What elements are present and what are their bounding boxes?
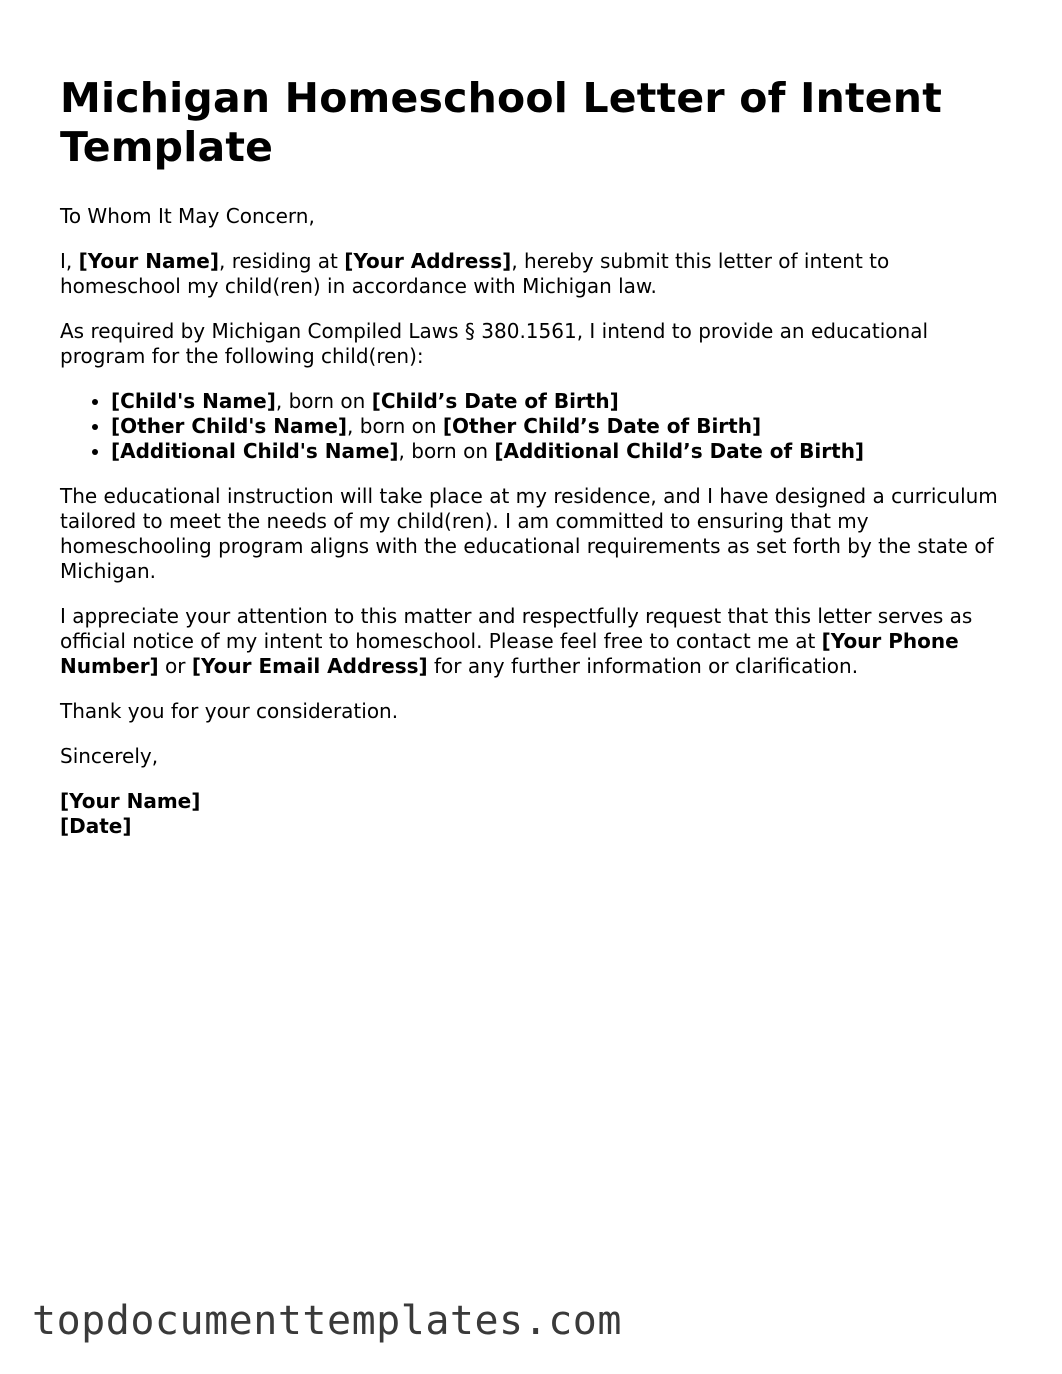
letter-document	[60, 74, 1010, 839]
placeholder-phone: [Your Phone Number]	[60, 629, 959, 678]
list-item	[111, 414, 1010, 439]
instruction-paragraph: The educational instruction will take place at my residence, and I have designed a curriculum tailored to meet the needs of my child(ren). I am committed to ensuring that my homeschooling program aligns with the educational requirements as set forth by the state of Michigan.	[60, 484, 998, 583]
list-item	[111, 389, 1010, 414]
children-list	[60, 389, 1010, 464]
contact-text-2: or	[158, 654, 192, 678]
child-dob: [Other Child’s Date of Birth]	[442, 414, 762, 438]
list-item	[111, 439, 1010, 464]
born-text: , born on	[275, 389, 372, 413]
intro-paragraph	[60, 249, 1010, 299]
thanks-line: Thank you for your consideration.	[60, 699, 399, 723]
signature-name: [Your Name]	[60, 789, 201, 813]
signature-date: [Date]	[60, 814, 132, 838]
born-text: , born on	[398, 439, 495, 463]
child-dob: [Additional Child’s Date of Birth]	[494, 439, 865, 463]
intro-text-3: , hereby submit this letter of intent to homeschool my child(ren) in accordance with Michigan law.	[60, 249, 890, 298]
greeting: To Whom It May Concern,	[60, 204, 315, 228]
placeholder-your-address: [Your Address]	[344, 249, 512, 273]
child-name: [Child's Name]	[111, 389, 276, 413]
placeholder-email: [Your Email Address]	[191, 654, 428, 678]
requirement-paragraph: As required by Michigan Compiled Laws § 380.1561, I intend to provide an educational program for the following child(ren):	[60, 319, 929, 368]
intro-text-2: , residing at	[219, 249, 345, 273]
child-name: [Additional Child's Name]	[111, 439, 399, 463]
page-title: Michigan Homeschool Letter of Intent Template	[60, 74, 942, 171]
signature-block	[60, 789, 1010, 839]
contact-text-3: for any further information or clarification.	[427, 654, 859, 678]
child-dob: [Child’s Date of Birth]	[371, 389, 619, 413]
contact-text-1: I appreciate your attention to this matter and respectfully request that this letter serves as official notice of my intent to homeschool. Please feel free to contact me at	[60, 604, 973, 653]
intro-text-1: I,	[60, 249, 79, 273]
contact-paragraph	[60, 604, 1010, 679]
child-name: [Other Child's Name]	[111, 414, 348, 438]
closing-line: Sincerely,	[60, 744, 159, 768]
born-text: , born on	[347, 414, 443, 438]
placeholder-your-name: [Your Name]	[78, 249, 219, 273]
site-watermark: topdocumenttemplates.com	[32, 1298, 622, 1344]
